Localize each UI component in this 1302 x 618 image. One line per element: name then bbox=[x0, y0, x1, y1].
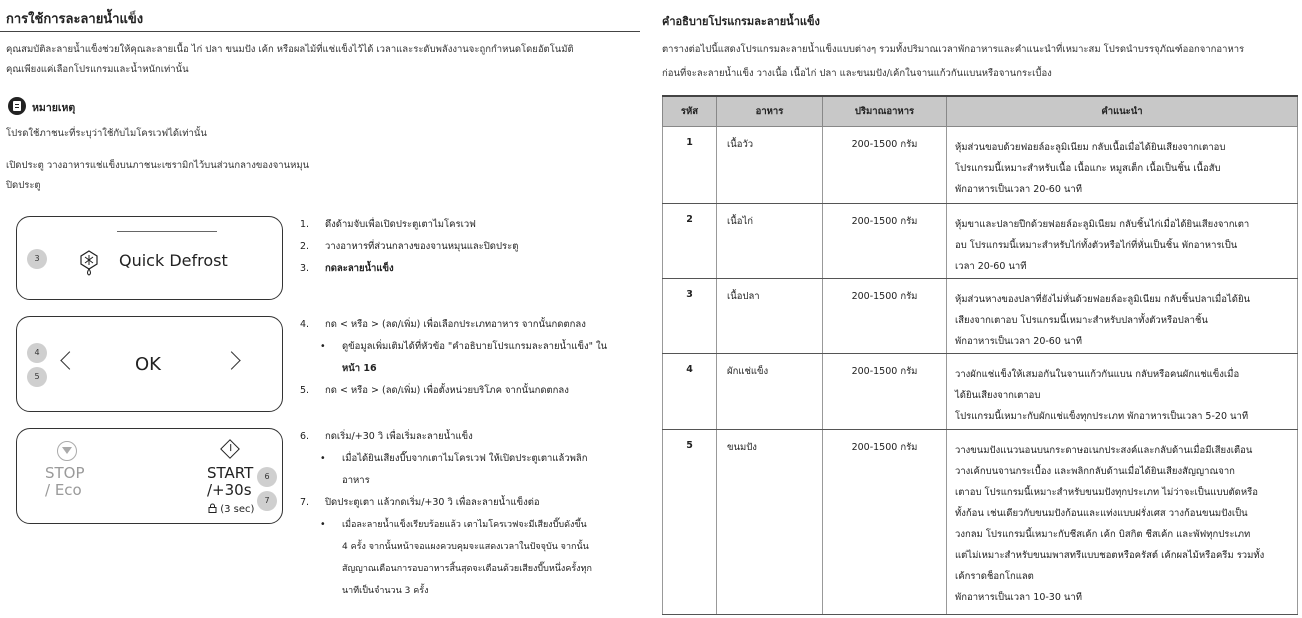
instruction-line: ได้ยินเสียงจากเตาอบ bbox=[955, 389, 1041, 401]
ok-panel bbox=[16, 316, 283, 412]
right-column bbox=[660, 0, 1302, 618]
instruction-line: ทั้งก้อน เช่นเดียวกับขนมปังก้อนและแท่งแบบฝรั่งเศส วางก้อนขนมปังเป็น bbox=[955, 507, 1248, 519]
program-intro bbox=[662, 38, 1292, 86]
plus30-label: /+30s bbox=[207, 481, 252, 499]
instruction-line: หุ้มส่วนหางของปลาที่ยังไม่หั่นด้วยฟอยล์อะลูมิเนียม กลับชิ้นปลาเมื่อได้ยิน bbox=[955, 293, 1251, 305]
step-text: กด < หรือ > (ลด/เพิ่ม) เพื่อตั้งหน่วยบริโภค จากนั้นกดตกลง bbox=[325, 385, 569, 396]
title-divider bbox=[0, 31, 640, 32]
chevron-right-icon[interactable] bbox=[222, 351, 240, 369]
step-text: ดึงด้ามจับเพื่อเปิดประตูเตาไมโครเวฟ bbox=[325, 219, 476, 230]
header-instructions: คำแนะนำ bbox=[947, 96, 1298, 126]
instruction-line: เวลา 20-60 นาที bbox=[955, 260, 1027, 272]
defrost-icon bbox=[79, 250, 99, 276]
step-badge: 7 bbox=[257, 491, 277, 511]
step-text: กดละลายน้ำแข็ง bbox=[325, 263, 394, 274]
table-row bbox=[663, 429, 1298, 614]
left-column bbox=[0, 0, 650, 618]
instruction-line: วางขนมปังแนวนอนบนกระดาษอเนกประสงค์และกลับด้านเมื่อมีเสียงเตือน bbox=[955, 444, 1253, 456]
cell-food: เนื้อวัว bbox=[717, 126, 823, 203]
note-icon bbox=[8, 97, 26, 115]
step-number: 6. bbox=[300, 431, 310, 442]
chevron-left-icon[interactable] bbox=[60, 351, 78, 369]
step-text: วางอาหารที่ส่วนกลางของจานหมุนและปิดประตู bbox=[325, 241, 519, 252]
step-badge: 6 bbox=[257, 467, 277, 487]
table-row bbox=[663, 203, 1298, 278]
instruction-line: แต่ไม่เหมาะสำหรับขนมพาสทรีแบบชอตหรือครัสต์ เค้กผลไม้หรือครีม รวมทั้ง bbox=[955, 549, 1265, 561]
cell-food: ขนมปัง bbox=[717, 429, 823, 614]
defrost-program-table bbox=[662, 95, 1298, 615]
bullet-text: 4 ครั้ง จากนั้นหน้าจอแผงควบคุมจะแสดงเวลาในปัจจุบัน จากนั้น bbox=[342, 542, 589, 552]
cell-code: 2 bbox=[663, 203, 717, 278]
step-badge: 5 bbox=[27, 367, 47, 387]
steps-4-5 bbox=[300, 314, 640, 410]
instruction-line: อบ โปรแกรมนี้เหมาะสำหรับไก่ทั้งตัวหรือไก่ที่หั่นเป็นชิ้น พักอาหารเป็น bbox=[955, 239, 1238, 251]
instruction-line: พักอาหารเป็นเวลา 20-60 นาที bbox=[955, 335, 1082, 347]
cell-quantity: 200-1500 กรัม bbox=[823, 203, 947, 278]
stop-eco-button[interactable] bbox=[45, 465, 85, 499]
step-number: 7. bbox=[300, 497, 310, 508]
step-number: 1. bbox=[300, 219, 310, 230]
cell-quantity: 200-1500 กรัม bbox=[823, 353, 947, 429]
cell-instructions bbox=[947, 203, 1298, 278]
cell-code: 5 bbox=[663, 429, 717, 614]
table-row bbox=[663, 126, 1298, 203]
bullet-text: อาหาร bbox=[342, 475, 370, 486]
bullet-text: เมื่อละลายน้ำแข็งเรียบร้อยแล้ว เตาไมโครเวฟจะมีเสียงบี๊บดังขึ้น bbox=[342, 520, 587, 530]
bullet-text: หน้า 16 bbox=[342, 363, 377, 374]
instruction-line: หุ้มขาและปลายปีกด้วยฟอยล์อะลูมิเนียม กลับชิ้นไก่เมื่อได้ยินเสียงจากเตา bbox=[955, 218, 1250, 230]
lock-text: (3 sec) bbox=[220, 504, 255, 515]
bullet-text: เมื่อได้ยินเสียงบี๊บจากเตาไมโครเวฟ ให้เปิดประตูเตาแล้วพลิก bbox=[342, 453, 588, 464]
instruction-line: พักอาหารเป็นเวลา 10-30 นาที bbox=[955, 591, 1082, 603]
intro-line: คุณสมบัติละลายน้ำแข็งช่วยให้คุณละลายเนื้อ ไก่ ปลา ขนมปัง เค้ก หรือผลไม้ที่แช่แข็งไว้ได้ เวลาและระดับพลังงานจะถูกกำหนดโดยอัตโนมัติ bbox=[6, 44, 574, 55]
intro-line: คุณเพียงแค่เลือกโปรแกรมและน้ำหนักเท่านั้น bbox=[6, 64, 189, 75]
program-description-title: คำอธิบายโปรแกรมละลายน้ำแข็ง bbox=[662, 15, 820, 28]
header-code: รหัส bbox=[663, 96, 717, 126]
cell-food: เนื้อไก่ bbox=[717, 203, 823, 278]
cell-code: 4 bbox=[663, 353, 717, 429]
cell-quantity: 200-1500 กรัม bbox=[823, 278, 947, 353]
instruction-line: หุ้มส่วนขอบด้วยฟอยล์อะลูมิเนียม กลับเนื้อเมื่อได้ยินเสียงจากเตาอบ bbox=[955, 141, 1226, 153]
step-badge: 4 bbox=[27, 343, 47, 363]
table-row bbox=[663, 278, 1298, 353]
quick-defrost-panel bbox=[16, 216, 283, 300]
instruction-line: พักอาหารเป็นเวลา 20-60 นาที bbox=[955, 183, 1082, 195]
cell-instructions bbox=[947, 126, 1298, 203]
prep-line: ปิดประตู bbox=[6, 180, 41, 191]
stop-label: STOP bbox=[45, 464, 85, 482]
header-quantity: ปริมาณอาหาร bbox=[823, 96, 947, 126]
steps-6-7 bbox=[300, 426, 645, 606]
table-header-row bbox=[663, 96, 1298, 126]
step-text: กดเริ่ม/+30 วิ เพื่อเริ่มละลายน้ำแข็ง bbox=[325, 431, 473, 442]
panel-divider bbox=[117, 231, 217, 232]
cell-instructions bbox=[947, 353, 1298, 429]
prep-line: เปิดประตู วางอาหารแช่แข็งบนภาชนะเซรามิกไว้บนส่วนกลางของจานหมุน bbox=[6, 160, 310, 171]
start-icon bbox=[220, 439, 240, 459]
step-badge: 3 bbox=[27, 249, 47, 269]
note-title: หมายเหตุ bbox=[32, 102, 76, 114]
eco-label: / Eco bbox=[45, 481, 82, 499]
cell-quantity: 200-1500 กรัม bbox=[823, 429, 947, 614]
intro-text bbox=[6, 40, 574, 80]
table-body bbox=[663, 126, 1298, 614]
bullet-text: นาทีเป็นจำนวน 3 ครั้ง bbox=[342, 586, 429, 596]
ok-button[interactable]: OK bbox=[135, 354, 161, 375]
step-number: 4. bbox=[300, 319, 310, 330]
start-label: START bbox=[207, 464, 254, 482]
bullet: • bbox=[320, 453, 326, 464]
note-text: โปรดใช้ภาชนะที่ระบุว่าใช้กับไมโครเวฟได้เท่านั้น bbox=[6, 128, 207, 139]
bullet-text: ดูข้อมูลเพิ่มเติมได้ที่หัวข้อ "คำอธิบายโปรแกรมละลายน้ำแข็ง" ใน bbox=[342, 341, 608, 352]
bullet: • bbox=[320, 519, 326, 530]
header-food: อาหาร bbox=[717, 96, 823, 126]
lock-icon bbox=[208, 503, 217, 513]
instruction-line: วางผักแช่แข็งให้เสมอกันในจานแก้วกันแบน กลับหรือคนผักแช่แข็งเมื่อ bbox=[955, 368, 1240, 380]
program-intro-line: ตารางต่อไปนี้แสดงโปรแกรมละลายน้ำแข็งแบบต่างๆ รวมทั้งปริมาณเวลาพักอาหารและคำแนะนำที่เหมาะสม โปรดนำบรรจุภัณฑ์ออกจากอาหาร bbox=[662, 44, 1245, 55]
cell-food: ผักแช่แข็ง bbox=[717, 353, 823, 429]
bullet: • bbox=[320, 341, 326, 352]
lock-indicator bbox=[208, 503, 254, 515]
step-number: 3. bbox=[300, 263, 310, 274]
quick-defrost-button[interactable]: Quick Defrost bbox=[119, 251, 228, 270]
section-title: การใช้การละลายน้ำแข็ง bbox=[6, 12, 144, 27]
step-number: 5. bbox=[300, 385, 310, 396]
cell-food: เนื้อปลา bbox=[717, 278, 823, 353]
start-button[interactable] bbox=[207, 465, 253, 499]
instruction-line: เตาอบ โปรแกรมนี้เหมาะสำหรับขนมปังทุกประเภท ไม่ว่าจะเป็นแบบตัดหรือ bbox=[955, 486, 1258, 498]
instruction-line: เสียงจากเตาอบ โปรแกรมนี้เหมาะสำหรับปลาทั้งตัวหรือปลาชิ้น bbox=[955, 314, 1208, 326]
instruction-line: โปรแกรมนี้เหมาะกับผักแช่แข็งทุกประเภท พักอาหารเป็นเวลา 5-20 นาที bbox=[955, 410, 1249, 422]
program-intro-line: ก่อนที่จะละลายน้ำแข็ง วางเนื้อ เนื้อไก่ ปลา และขนมปัง/เค้กในจานแก้วกันแบนหรือจานกระเบื้อง bbox=[662, 68, 1052, 79]
step-text: กด < หรือ > (ลด/เพิ่ม) เพื่อเลือกประเภทอาหาร จากนั้นกดตกลง bbox=[325, 319, 586, 330]
cell-instructions bbox=[947, 278, 1298, 353]
prep-text bbox=[6, 156, 309, 196]
step-number: 2. bbox=[300, 241, 310, 252]
instruction-line: เค้กราดช็อกโกแลต bbox=[955, 570, 1034, 582]
bullet-text: สัญญาณเตือนการอบอาหารสิ้นสุดจะเตือนด้วยเสียงบี๊บหนึ่งครั้งทุก bbox=[342, 564, 592, 574]
instruction-line: โปรแกรมนี้เหมาะสำหรับเนื้อ เนื้อแกะ หมูสเต็ก เนื้อเป็นชิ้น เนื้อสับ bbox=[955, 162, 1221, 174]
cell-instructions bbox=[947, 429, 1298, 614]
instruction-line: วงกลม โปรแกรมนี้เหมาะกับชีสเค้ก เค้ก บิสกิต ชีสเค้ก และพัฟทุกประเภท bbox=[955, 528, 1251, 540]
instruction-line: วางเค้กบนจานกระเบื้อง และพลิกกลับด้านเมื่อได้ยินเสียงสัญญาณจาก bbox=[955, 465, 1235, 477]
start-stop-panel bbox=[16, 428, 283, 524]
table-row bbox=[663, 353, 1298, 429]
steps-1-3 bbox=[300, 214, 640, 284]
cell-quantity: 200-1500 กรัม bbox=[823, 126, 947, 203]
step-text: ปิดประตูเตา แล้วกดเริ่ม/+30 วิ เพื่อละลายน้ำแข็งต่อ bbox=[325, 497, 540, 508]
cell-code: 3 bbox=[663, 278, 717, 353]
stop-icon bbox=[57, 441, 77, 461]
cell-code: 1 bbox=[663, 126, 717, 203]
